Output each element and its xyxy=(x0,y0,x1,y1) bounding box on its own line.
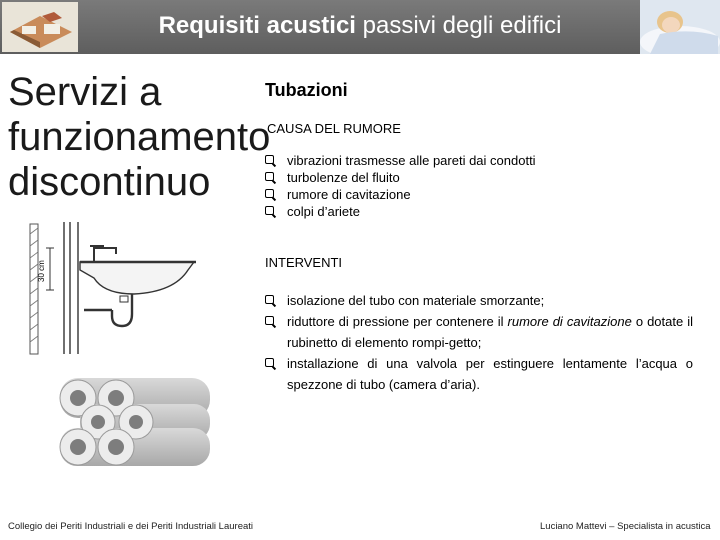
header-title xyxy=(0,12,720,40)
cause-text: rumore di cavitazione xyxy=(287,187,411,202)
page-title-line1: Servizi a xyxy=(8,70,162,114)
sink-pipes-diagram-icon xyxy=(24,218,204,360)
cause-list xyxy=(265,152,536,220)
page-title-line2: funzionamento xyxy=(8,115,271,159)
pipe-insulation-rolls-icon xyxy=(40,370,220,470)
intervention-text: installazione di una valvola per estinguere lentamente l’acqua o spezzone di tubo (camera d’aria). xyxy=(287,356,693,392)
list-item xyxy=(265,353,693,395)
checkbox-bullet-icon xyxy=(265,316,274,325)
sleeping-person-thumbnail-icon xyxy=(640,0,720,54)
header-title-bold: Requisiti acustici xyxy=(158,12,356,39)
checkbox-bullet-icon xyxy=(265,358,274,367)
page-title-line3: discontinuo xyxy=(8,160,211,204)
cause-text: colpi d’ariete xyxy=(287,204,360,219)
checkbox-bullet-icon xyxy=(265,206,274,215)
cause-text: vibrazioni trasmesse alle pareti dai condotti xyxy=(287,153,536,168)
dimension-label: 30 cm xyxy=(37,260,46,282)
footer-left-text: Collegio dei Periti Industriali e dei Periti Industriali Laureati xyxy=(8,521,254,532)
cause-text: turbolenze del fluito xyxy=(287,170,400,185)
intervention-text-b: o dotate il rubinetto di elemento rompi-getto; xyxy=(287,314,693,350)
list-item xyxy=(265,311,693,353)
list-item xyxy=(265,203,536,220)
footer-right-text: Luciano Mattevi – Specialista in acustica xyxy=(540,521,711,532)
intervention-text: isolazione del tubo con materiale smorzante; xyxy=(287,293,545,308)
interventions-list xyxy=(265,290,693,395)
list-item xyxy=(265,186,536,203)
checkbox-bullet-icon xyxy=(265,189,274,198)
checkbox-bullet-icon xyxy=(265,172,274,181)
header-title-rest: passivi degli edifici xyxy=(355,12,562,39)
checkbox-bullet-icon xyxy=(265,295,274,304)
list-item xyxy=(265,290,693,311)
list-item xyxy=(265,169,536,186)
interventions-heading: INTERVENTI xyxy=(265,255,343,270)
intervention-text-a: riduttore di pressione per contenere il xyxy=(287,314,508,329)
section-heading: Tubazioni xyxy=(265,80,348,100)
header-bar xyxy=(0,0,720,54)
page-title xyxy=(8,70,278,205)
intervention-text-em: rumore di cavitazione xyxy=(507,314,632,329)
cause-heading: CAUSA DEL RUMORE xyxy=(267,121,401,136)
checkbox-bullet-icon xyxy=(265,155,274,164)
list-item xyxy=(265,152,536,169)
